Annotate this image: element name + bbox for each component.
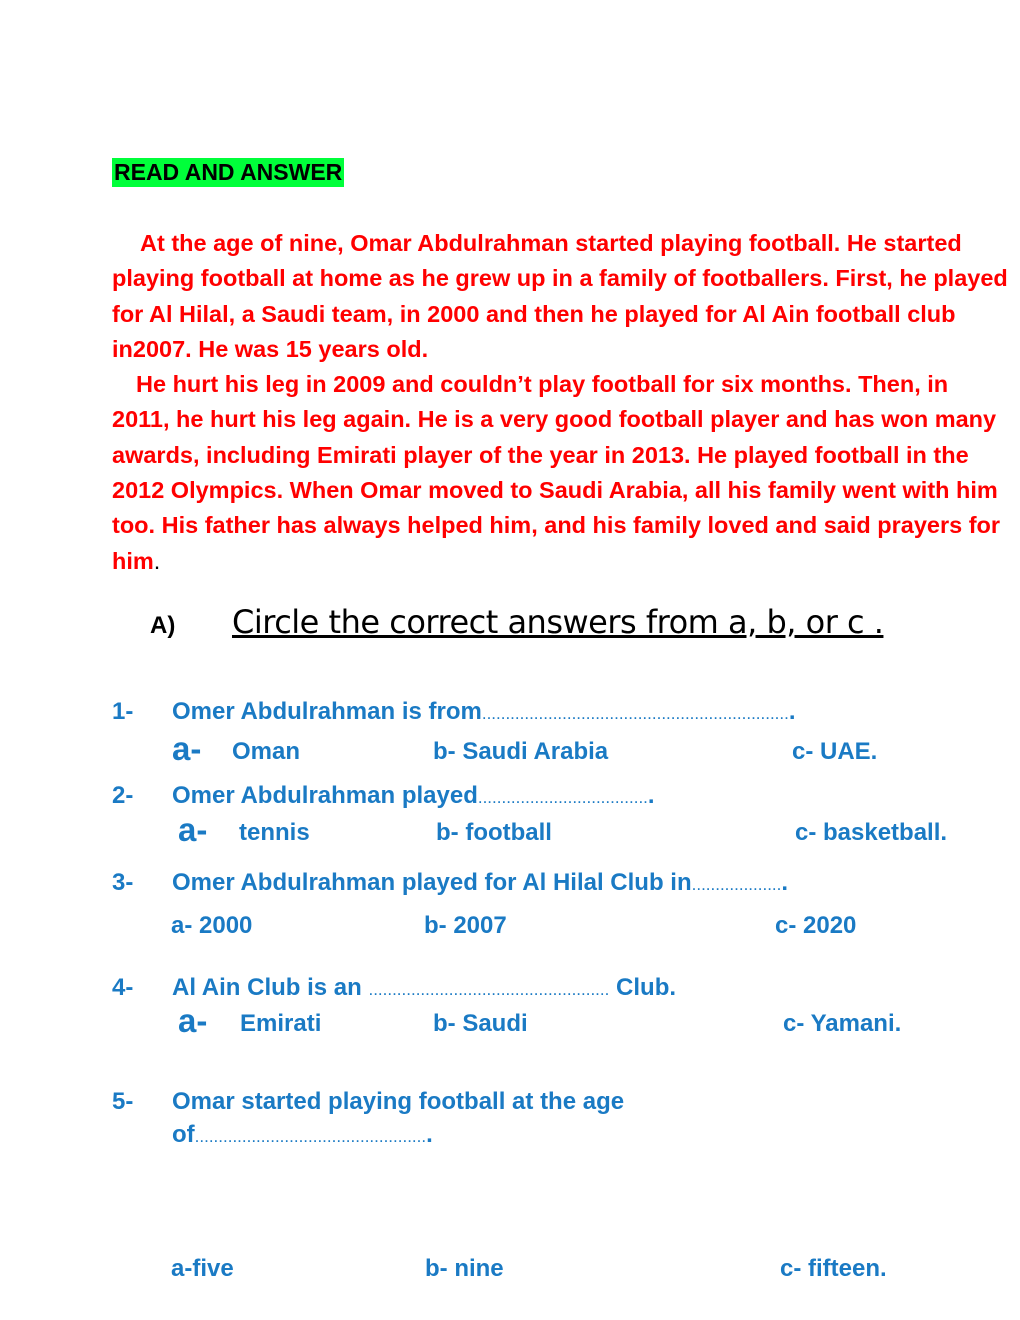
question-3-number: 3- [112, 869, 134, 896]
question-5-text-line-1: Omar started playing football at the age [172, 1088, 625, 1115]
question-3-option-a: a- 2000 [171, 912, 253, 939]
passage-paragraph-2 [112, 367, 1012, 579]
question-2-option-b: b- football [436, 819, 552, 846]
passage-end-dot: . [153, 547, 161, 574]
question-5-end: . [426, 1121, 433, 1148]
question-1-end: . [788, 698, 796, 725]
question-5-option-b: b- nine [425, 1255, 504, 1282]
question-4-stem: Al Ain Club is an [172, 974, 362, 1001]
question-2-option-a: tennis [239, 819, 310, 846]
question-5-blank: ................................................. [194, 1127, 427, 1146]
question-2-option-c: c- basketball. [795, 819, 948, 846]
question-3-option-b: b- 2007 [424, 912, 507, 939]
passage-paragraph-2-text: He hurt his leg in 2009 and couldn’t play football for six months. Then, in 2011, he hurt his leg again. He is a very good football player and has won many awards, including Emirati player of the year in 2013. He played football in the 2012 Olympics. When Omar moved to Saudi Arabia, all his family went with him too. His father has always helped him, and his family loved and said prayers for him [112, 371, 1001, 574]
section-letter: A) [150, 612, 176, 639]
question-5-number: 5- [112, 1088, 134, 1115]
question-1-stem: Omer Abdulrahman is from [172, 698, 482, 725]
question-5-option-a: a-five [171, 1255, 234, 1282]
question-2-option-a-prefix: a- [178, 811, 208, 848]
question-3-stem: Omer Abdulrahman played for Al Hilal Club in [172, 869, 692, 896]
question-2-end: . [647, 782, 655, 809]
question-2-number: 2- [112, 782, 134, 809]
question-1-blank: ................................................................. [481, 704, 789, 723]
question-4-option-b: b- Saudi [433, 1010, 528, 1037]
question-3-option-c: c- 2020 [775, 912, 857, 939]
passage-paragraph-1: At the age of nine, Omar Abdulrahman started playing football. He started playing football at home as he grew up in a family of footballers. First, he played for Al Hilal, a Saudi team, in 2000 and then he played for Al Ain football club in2007. He was 15 years old. [112, 230, 1008, 362]
question-1-number: 1- [112, 698, 134, 725]
question-1-option-a-prefix: a- [172, 730, 202, 767]
question-3-text [172, 869, 788, 897]
question-1-option-a: Oman [232, 738, 301, 765]
question-1-text [172, 698, 796, 726]
question-4-end: Club. [616, 974, 677, 1001]
question-5-option-c: c- fifteen. [780, 1255, 887, 1282]
question-4-number: 4- [112, 974, 134, 1001]
question-2-stem: Omer Abdulrahman played [172, 782, 478, 809]
question-5-text-line-2 [172, 1121, 433, 1149]
question-4-blank: ................................................... [368, 980, 610, 999]
question-5-stem-2: of [172, 1121, 195, 1148]
question-2-blank: .................................... [477, 788, 648, 807]
section-title: Circle the correct answers from a, b, or c . [232, 603, 884, 641]
question-3-end: . [781, 869, 789, 896]
reading-passage [112, 226, 1012, 579]
question-1-option-c: c- UAE. [792, 738, 878, 765]
question-3-blank: ................... [691, 875, 782, 894]
page-heading: READ AND ANSWER [114, 159, 343, 185]
question-2-text [172, 782, 655, 810]
question-4-option-c: c- Yamani. [783, 1010, 902, 1037]
question-4-option-a: Emirati [240, 1010, 322, 1037]
question-4-text [172, 974, 676, 1002]
question-1-option-b: b- Saudi Arabia [433, 738, 609, 765]
question-4-option-a-prefix: a- [178, 1002, 208, 1039]
